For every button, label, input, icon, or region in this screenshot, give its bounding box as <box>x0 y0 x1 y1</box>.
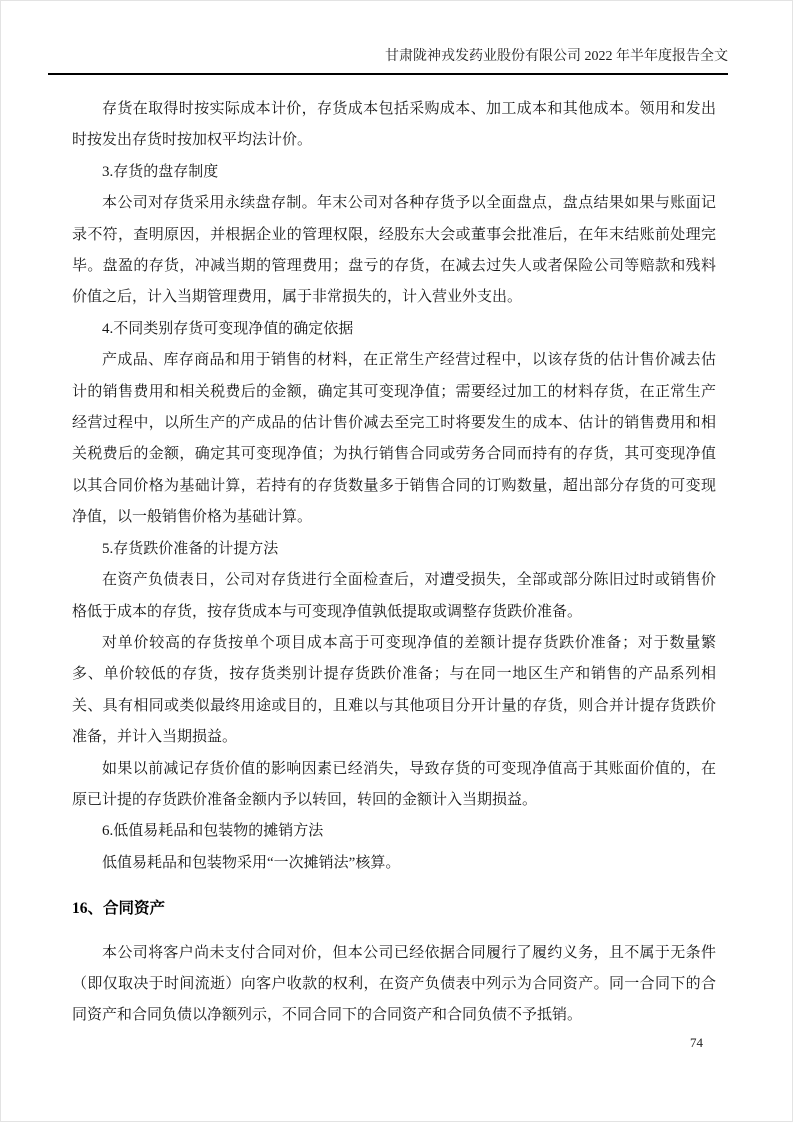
report-header-title: 甘肃陇神戎发药业股份有限公司 2022 年半年度报告全文 <box>385 49 728 64</box>
paragraph: 存货在取得时按实际成本计价，存货成本包括采购成本、加工成本和其他成本。领用和发出时按发出存货时按加权平均法计价。 <box>72 101 716 149</box>
paragraph: 产成品、库存商品和用于销售的材料，在正常生产经营过程中，以该存货的估计售价减去估计的销售费用和相关税费后的金额，确定其可变现净值；需要经过加工的材料存货，在正常生产经营过程中，以所生产的产成品的估计售价减去至完工时将要发生的成本、估计的销售费用和相关税费后的金额，确定其可变现净值；为执行销售合同或劳务合同而持有的存货，其可变现净值以其合同价格为基础计算，若持有的存货数量多于销售合同的订购数量，超出部分存货的可变现净值，以一般销售价格为基础计算。 <box>72 352 716 526</box>
paragraph: 如果以前减记存货价值的影响因素已经消失，导致存货的可变现净值高于其账面价值的，在原已计提的存货跌价准备金额内予以转回，转回的金额计入当期损益。 <box>72 760 716 808</box>
paragraph: 低值易耗品和包装物采用“一次摊销法”核算。 <box>102 854 401 871</box>
document-body <box>72 94 716 1032</box>
page-number: 74 <box>690 1035 703 1050</box>
numbered-subitem: 5.存货跌价准备的计提方法 <box>102 540 279 557</box>
paragraph: 本公司将客户尚未支付合同对价，但本公司已经依据合同履行了履约义务，且不属于无条件（即仅取决于时间流逝）向客户收款的权利，在资产负债表中列示为合同资产。同一合同下的合同资产和合同负债以净额列示，不同合同下的合同资产和合同负债不予抵销。 <box>72 944 716 1024</box>
numbered-subitem: 4.不同类别存货可变现净值的确定依据 <box>102 320 354 337</box>
paragraph: 本公司对存货采用永续盘存制。年末公司对各种存货予以全面盘点，盘点结果如果与账面记录不符，查明原因，并根据企业的管理权限，经股东大会或董事会批准后，在年末结账前处理完毕。盘盈的存货，冲减当期的管理费用；盘亏的存货，在减去过失人或者保险公司等赔款和残料价值之后，计入当期管理费用，属于非常损失的，计入营业外支出。 <box>72 195 716 306</box>
page-footer <box>690 1034 703 1052</box>
page-header <box>48 46 728 75</box>
paragraph: 对单价较高的存货按单个项目成本高于可变现净值的差额计提存货跌价准备；对于数量繁多、单价较低的存货，按存货类别计提存货跌价准备；与在同一地区生产和销售的产品系列相关、具有相同或类似最终用途或目的，且难以与其他项目分开计量的存货，则合并计提存货跌价准备，并计入当期损益。 <box>72 634 716 746</box>
numbered-subitem: 3.存货的盘存制度 <box>102 163 219 180</box>
section-heading: 16、合同资产 <box>72 900 166 918</box>
numbered-subitem: 6.低值易耗品和包装物的摊销方法 <box>102 823 324 840</box>
paragraph: 在资产负债表日，公司对存货进行全面检查后，对遭受损失，全部或部分陈旧过时或销售价格低于成本的存货，按存货成本与可变现净值孰低提取或调整存货跌价准备。 <box>72 572 716 620</box>
